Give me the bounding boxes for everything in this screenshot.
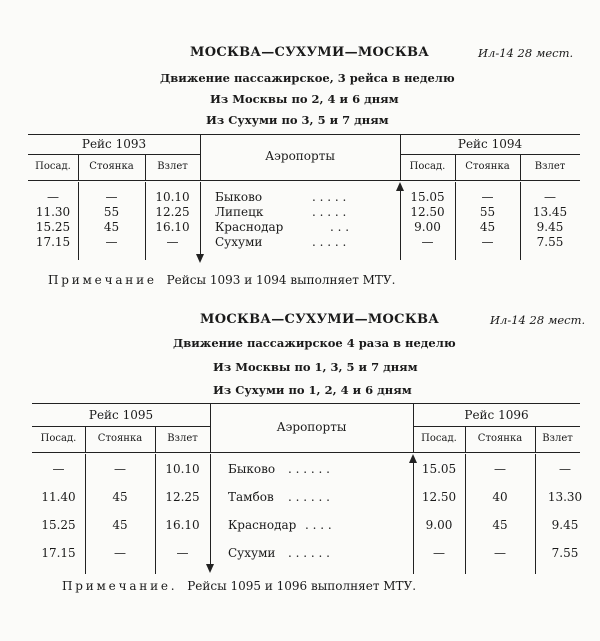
col-arrival: Посад. xyxy=(409,161,446,172)
col-stop: Стоянка xyxy=(89,161,134,172)
airport-name: Сухуми xyxy=(228,546,276,560)
flight-1093-header: Рейс 1093 xyxy=(81,137,147,151)
airport-name: Быково xyxy=(215,190,263,204)
airports-header: Аэропорты xyxy=(265,149,335,163)
col-departure: Взлет xyxy=(534,161,566,172)
airport-name: Тамбов xyxy=(228,490,274,504)
note: Примечание. Рейсы 1095 и 1096 выполняет МТУ. xyxy=(62,579,417,593)
airport-name: Краснодар xyxy=(228,518,297,532)
schedule-line: Из Сухуми по 1, 2, 4 и 6 дням xyxy=(213,383,412,397)
schedule-line: Из Сухуми по 3, 5 и 7 дням xyxy=(206,113,389,127)
airport-name: Краснодар xyxy=(215,220,284,234)
col-arrival: Посад. xyxy=(40,433,77,444)
col-arrival: Посад. xyxy=(35,161,71,172)
col-departure: Взлет xyxy=(542,433,573,444)
col-departure: Взлет xyxy=(167,433,198,444)
col-arrival: Посад. xyxy=(421,433,457,444)
schedule-line: Из Москвы по 2, 4 и 6 дням xyxy=(210,92,399,106)
schedule-line: Из Москвы по 1, 3, 5 и 7 дням xyxy=(213,360,418,374)
col-stop: Стоянка xyxy=(477,433,523,444)
route-title: МОСКВА—СУХУМИ—МОСКВА xyxy=(200,312,440,327)
airport-name: Сухуми xyxy=(215,235,263,249)
schedule-line: Движение пассажирское 4 раза в неделю xyxy=(173,336,456,350)
note: Примечание Рейсы 1093 и 1094 выполняет МТУ. xyxy=(48,273,396,287)
aircraft-info: Ил-14 28 мест. xyxy=(478,46,574,60)
schedule-line: Движение пассажирское, 3 рейса в неделю xyxy=(160,71,455,85)
aircraft-info: Ил-14 28 мест. xyxy=(490,313,586,327)
airports-header: Аэропорты xyxy=(276,420,347,434)
flight-1096-header: Рейс 1096 xyxy=(464,408,529,422)
flight-1094-header: Рейс 1094 xyxy=(457,137,523,151)
col-stop: Стоянка xyxy=(97,433,143,444)
col-stop: Стоянка xyxy=(465,161,510,172)
airport-name: Липецк xyxy=(215,205,264,219)
airport-name: Быково xyxy=(228,462,276,476)
flight-1095-header: Рейс 1095 xyxy=(88,408,154,422)
route-title: МОСКВА—СУХУМИ—МОСКВА xyxy=(190,45,430,60)
col-departure: Взлет xyxy=(157,161,188,172)
